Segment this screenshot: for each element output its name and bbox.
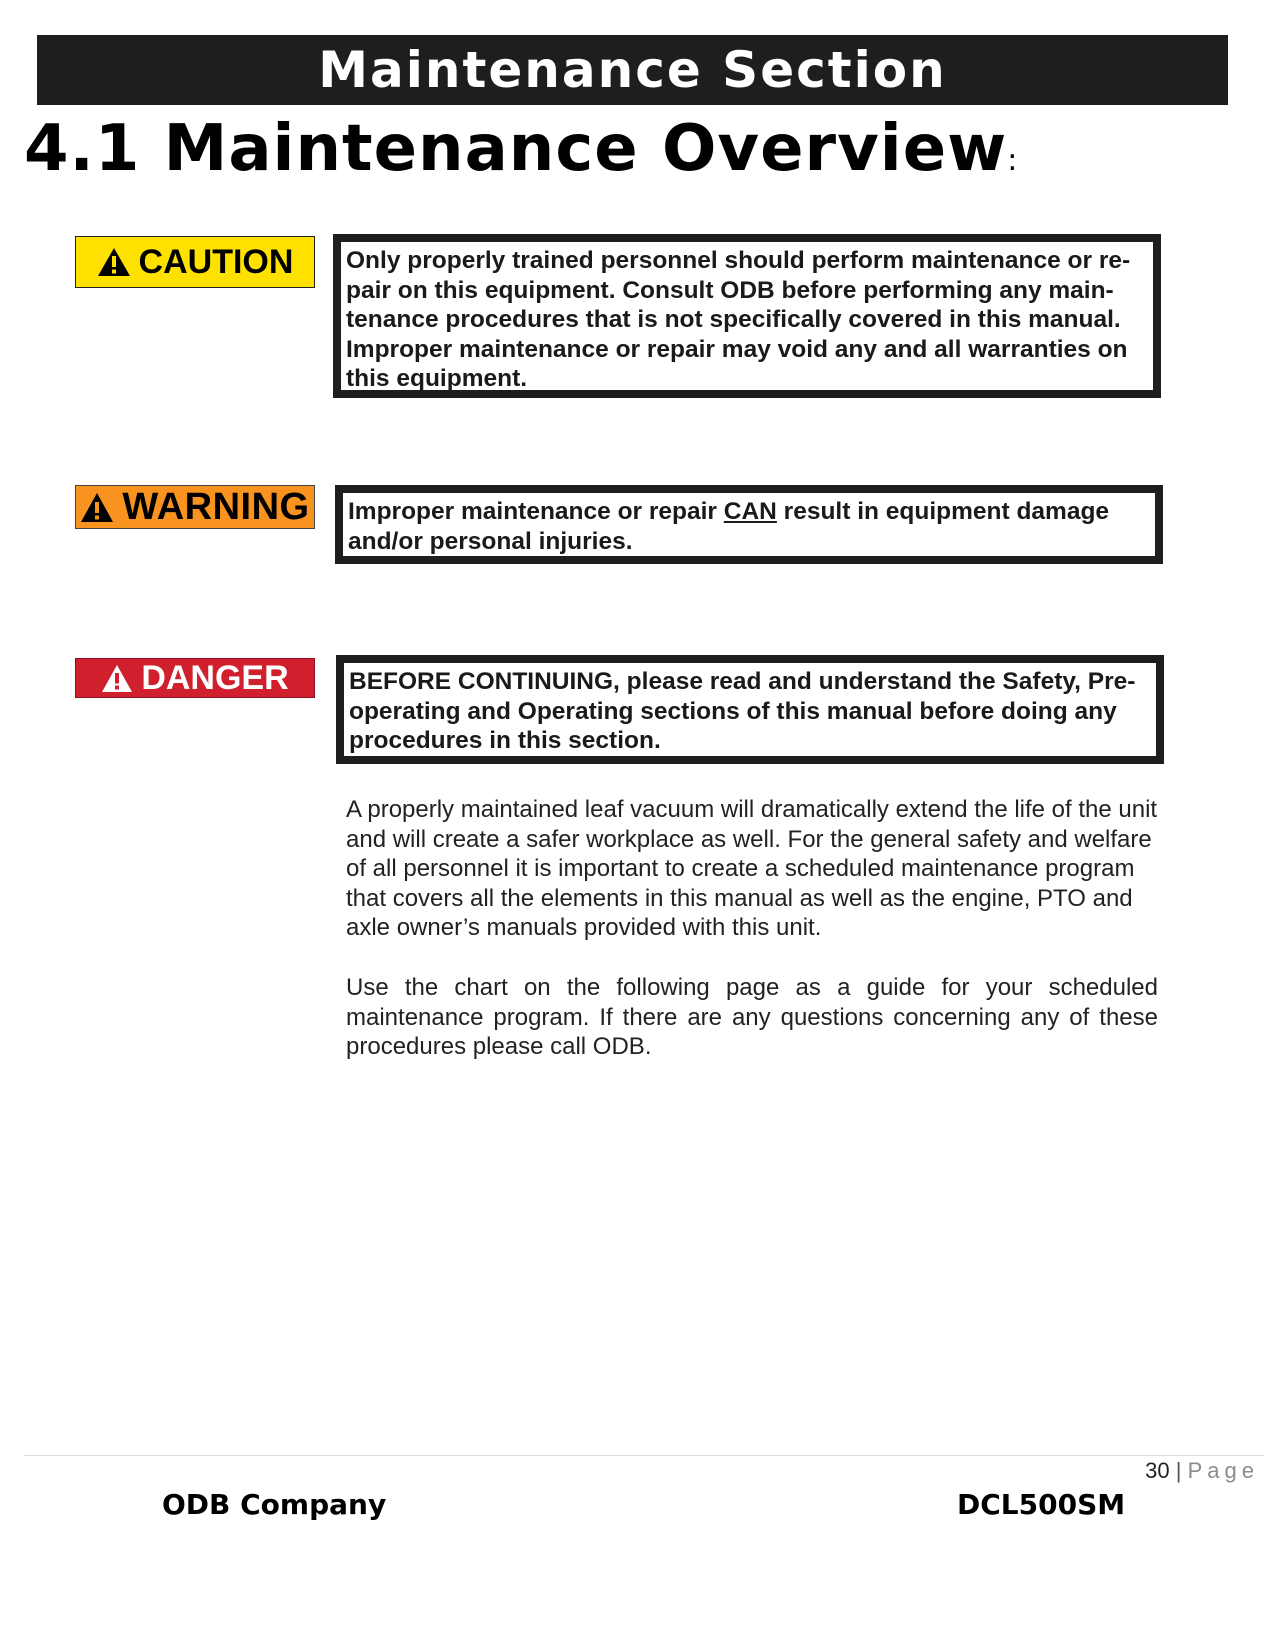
danger-notice [336, 655, 1164, 764]
footer-divider [24, 1455, 1264, 1456]
warning-triangle-icon [101, 664, 133, 693]
warning-triangle-icon [80, 492, 114, 523]
warning-triangle-icon [97, 247, 131, 277]
body-paragraph-1: A properly maintained leaf vacuum will dramatically extend the life of the unit and will create a safer workplace as well. For the general safety and welfare of all personnel it is important to create a scheduled maintenance program that covers all the elements in this manual as well as the engine, PTO and axle owner’s manuals provided with this unit. [346, 796, 1158, 941]
warning-notice-emphasis: CAN [723, 498, 777, 525]
section-banner-text: Maintenance Section [318, 41, 947, 99]
caution-sign [75, 236, 315, 288]
caution-notice-text: Only properly trained personnel should perform maintenance or re-pair on this equipment. Consult ODB before performing any main-tenance procedures that is not specifically covered in this manual. Improper maintenance or repair may void any and all warranties on this equipment. [346, 247, 1131, 392]
page-number-block [1145, 1458, 1259, 1484]
danger-sign [75, 658, 315, 698]
page-number: 30 [1145, 1458, 1170, 1483]
section-banner [37, 35, 1228, 105]
danger-label: DANGER [141, 658, 289, 697]
page-number-separator: | [1175, 1458, 1182, 1483]
warning-label: WARNING [122, 485, 310, 528]
footer-company: ODB Company [162, 1488, 387, 1521]
page-word: Page [1187, 1458, 1259, 1483]
warning-notice-before: Improper maintenance or repair [348, 498, 724, 525]
warning-notice-after: result in equipment damage and/or personal injuries. [348, 498, 1110, 555]
caution-notice [333, 234, 1161, 398]
body-paragraph-2: Use the chart on the following page as a guide for your scheduled maintenance program. If there are any questions concerning any of these procedures please call ODB. [346, 974, 1158, 1060]
caution-label: CAUTION [138, 242, 294, 281]
page-title-colon: : [1007, 143, 1019, 178]
danger-notice-text: BEFORE CONTINUING, please read and understand the Safety, Pre-operating and Operating sections of this manual before doing any procedures in this section. [349, 668, 1136, 754]
warning-notice [335, 485, 1163, 564]
page-title [24, 112, 1018, 186]
page-title-text: 4.1 Maintenance Overview [24, 112, 1008, 186]
footer-doc-code: DCL500SM [957, 1488, 1126, 1521]
warning-sign [75, 485, 315, 529]
